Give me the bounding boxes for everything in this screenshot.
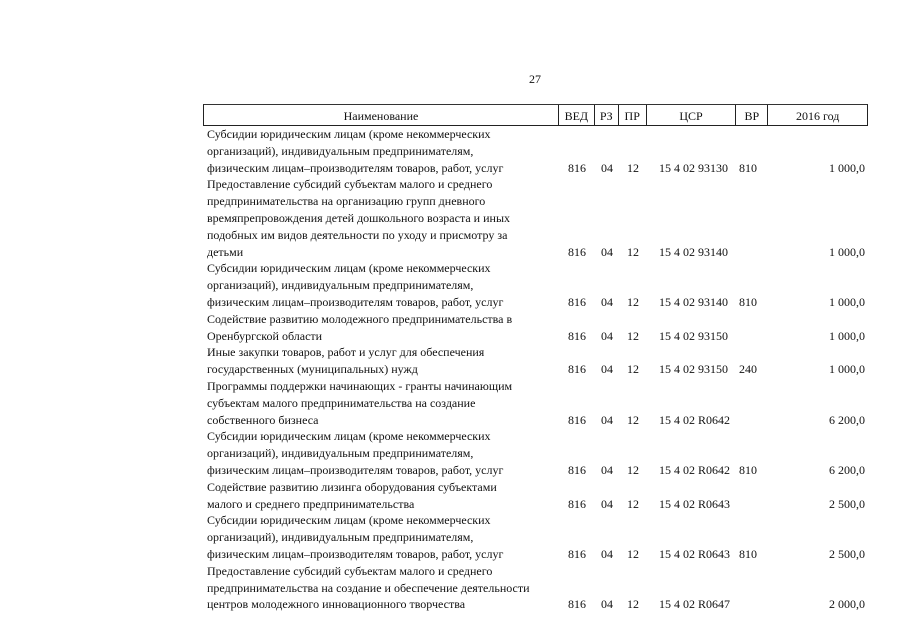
- row-pr: 12: [627, 294, 639, 309]
- row-name-line: государственных (муниципальных) нужд: [207, 362, 418, 377]
- row-ved: 816: [568, 160, 586, 175]
- row-rz: 04: [601, 244, 613, 259]
- row-vr: 810: [739, 546, 757, 561]
- row-rz: 04: [601, 294, 613, 309]
- row-name-line: организаций), индивидуальным предпринимателям,: [207, 530, 474, 545]
- row-name-line: подобных им видов деятельности по уходу и присмотру за: [207, 227, 508, 242]
- row-rz: 04: [601, 328, 613, 343]
- budget-table: [203, 104, 868, 613]
- row-year: 2 500,0: [829, 496, 865, 511]
- row-year: 6 200,0: [829, 462, 865, 477]
- header-year: 2016 год: [795, 108, 840, 123]
- row-year: 1 000,0: [829, 328, 865, 343]
- row-name-line: Предоставление субсидий субъектам малого и среднего: [207, 177, 493, 192]
- row-name-line: физическим лицам–производителям товаров, работ, услуг: [207, 462, 504, 477]
- table-row: [203, 311, 868, 345]
- row-pr: 12: [627, 362, 639, 377]
- row-name-line: субъектам малого предпринимательства на создание: [207, 395, 476, 410]
- row-vr: 810: [739, 160, 757, 175]
- header-csr: ЦСР: [647, 105, 737, 125]
- row-pr: 12: [627, 160, 639, 175]
- row-ved: 816: [568, 462, 586, 477]
- table-row: [203, 344, 868, 378]
- row-name-line: Субсидии юридическим лицам (кроме некоммерческих: [207, 127, 491, 141]
- row-csr: 15 4 02 93140: [659, 244, 728, 259]
- table-row: [203, 512, 868, 562]
- row-name-line: времяпрепровождения детей дошкольного возраста и иных: [207, 210, 511, 225]
- row-rz: 04: [601, 496, 613, 511]
- row-name-line: Содействие развитию лизинга оборудования субъектами: [207, 479, 497, 494]
- table-row: [203, 563, 868, 613]
- row-name-line: физическим лицам–производителям товаров, работ, услуг: [207, 160, 504, 175]
- table-row: [203, 479, 868, 513]
- row-name-line: Оренбургской области: [207, 328, 323, 343]
- row-vr: 810: [739, 294, 757, 309]
- row-ved: 816: [568, 362, 586, 377]
- row-rz: 04: [601, 412, 613, 427]
- row-name: [203, 344, 559, 378]
- header-pr: ПР: [619, 105, 647, 125]
- row-name-line: Предоставление субсидий субъектам малого и среднего: [207, 563, 493, 578]
- row-name-line: Иные закупки товаров, работ и услуг для обеспечения: [207, 345, 485, 360]
- row-pr: 12: [627, 244, 639, 259]
- row-year: 2 000,0: [829, 597, 865, 612]
- row-csr: 15 4 02 93150: [659, 362, 728, 377]
- row-csr: 15 4 02 R0642: [659, 462, 731, 477]
- row-name-line: Субсидии юридическим лицам (кроме некоммерческих: [207, 429, 491, 444]
- row-pr: 12: [627, 496, 639, 511]
- row-rz: 04: [601, 546, 613, 561]
- row-name-line: предпринимательства на создание и обеспечение деятельности: [207, 580, 530, 595]
- row-year: 2 500,0: [829, 546, 865, 561]
- row-year: 1 000,0: [829, 244, 865, 259]
- row-name-line: организаций), индивидуальным предпринимателям,: [207, 446, 474, 461]
- row-name: [203, 378, 559, 428]
- row-name: [203, 512, 559, 562]
- row-name-line: Субсидии юридическим лицам (кроме некоммерческих: [207, 513, 491, 528]
- table-row: [203, 428, 868, 478]
- row-name-line: малого и среднего предпринимательства: [207, 496, 415, 511]
- header-ved: ВЕД: [559, 105, 595, 125]
- row-csr: 15 4 02 R0642: [659, 412, 731, 427]
- row-name-line: организаций), индивидуальным предпринимателям,: [207, 143, 474, 158]
- table-body: [203, 126, 868, 613]
- row-name-line: Программы поддержки начинающих - гранты начинающим: [207, 378, 513, 393]
- row-csr: 15 4 02 R0643: [659, 546, 731, 561]
- row-year: 6 200,0: [829, 412, 865, 427]
- row-csr: 15 4 02 93140: [659, 294, 728, 309]
- table-row: [203, 176, 868, 260]
- row-ved: 816: [568, 328, 586, 343]
- row-name: [203, 260, 559, 310]
- row-rz: 04: [601, 597, 613, 612]
- row-name-line: детьми: [207, 244, 244, 259]
- header-rz: РЗ: [595, 105, 619, 125]
- row-name-line: Субсидии юридическим лицам (кроме некоммерческих: [207, 261, 491, 276]
- row-name-line: организаций), индивидуальным предпринимателям,: [207, 278, 474, 293]
- row-ved: 816: [568, 597, 586, 612]
- row-year: 1 000,0: [829, 294, 865, 309]
- row-pr: 12: [627, 412, 639, 427]
- row-csr: 15 4 02 93130: [659, 160, 728, 175]
- row-year: 1 000,0: [829, 160, 865, 175]
- row-pr: 12: [627, 328, 639, 343]
- row-name-line: центров молодежного инновационного творчества: [207, 597, 466, 612]
- row-name-line: собственного бизнеса: [207, 412, 319, 427]
- row-name-line: Содействие развитию молодежного предпринимательства в: [207, 311, 513, 326]
- row-name: [203, 563, 559, 613]
- row-pr: 12: [627, 597, 639, 612]
- row-name: [203, 176, 559, 260]
- header-vr: ВР: [736, 105, 768, 125]
- row-pr: 12: [627, 546, 639, 561]
- row-name: [203, 311, 559, 345]
- row-name: [203, 126, 559, 176]
- row-name-line: физическим лицам–производителям товаров, работ, услуг: [207, 546, 504, 561]
- row-vr: 810: [739, 462, 757, 477]
- table-header: [203, 104, 868, 126]
- row-name: [203, 428, 559, 478]
- row-name-line: физическим лицам–производителям товаров, работ, услуг: [207, 294, 504, 309]
- row-ved: 816: [568, 546, 586, 561]
- row-csr: 15 4 02 R0643: [659, 496, 731, 511]
- row-ved: 816: [568, 244, 586, 259]
- table-row: [203, 378, 868, 428]
- row-ved: 816: [568, 412, 586, 427]
- row-rz: 04: [601, 362, 613, 377]
- row-rz: 04: [601, 160, 613, 175]
- table-row: [203, 126, 868, 176]
- row-vr: 240: [739, 362, 757, 377]
- header-name: Наименование: [204, 105, 559, 125]
- row-pr: 12: [627, 462, 639, 477]
- row-year: 1 000,0: [829, 362, 865, 377]
- row-ved: 816: [568, 294, 586, 309]
- table-row: [203, 260, 868, 310]
- row-rz: 04: [601, 462, 613, 477]
- row-name: [203, 479, 559, 513]
- row-name-line: предпринимательства на организацию групп дневного: [207, 194, 486, 209]
- page-number: 27: [529, 72, 541, 86]
- row-csr: 15 4 02 93150: [659, 328, 728, 343]
- row-csr: 15 4 02 R0647: [659, 597, 731, 612]
- row-ved: 816: [568, 496, 586, 511]
